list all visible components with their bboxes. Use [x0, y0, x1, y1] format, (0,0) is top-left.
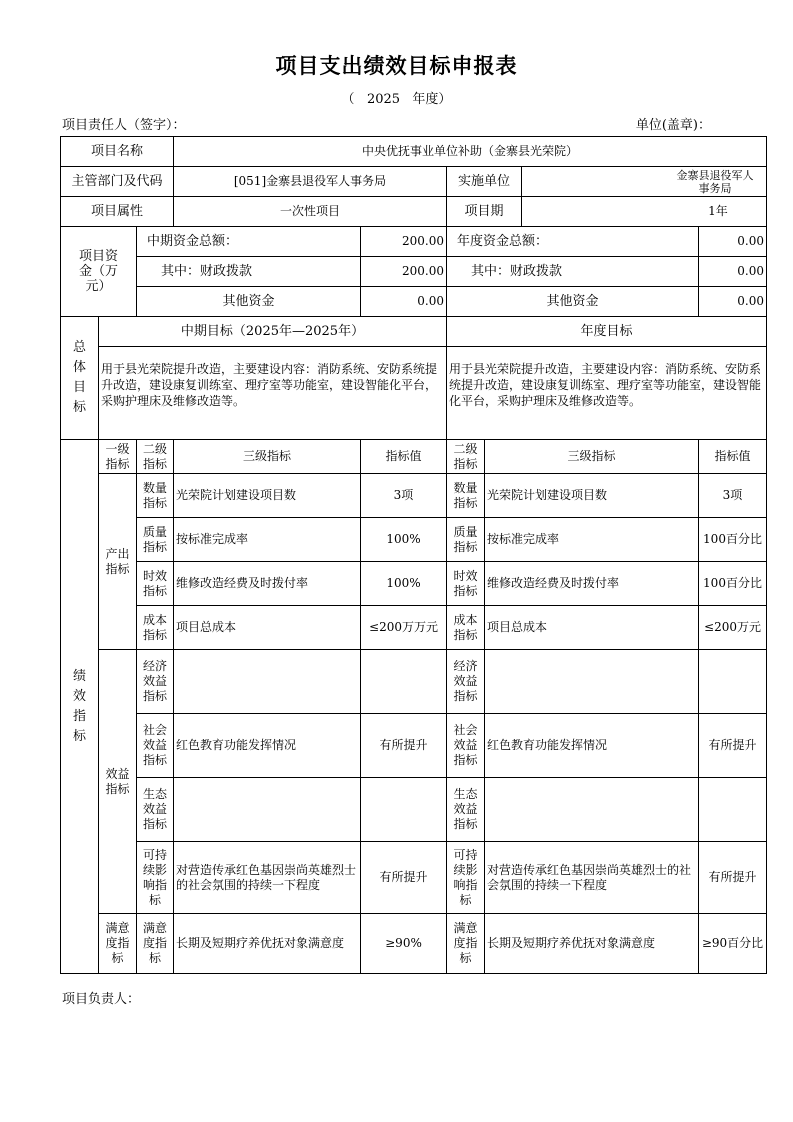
- unit-seal-label: 单位(盖章)：: [635, 118, 711, 133]
- output-indicator-label: 产出指标: [99, 474, 137, 650]
- impl-label: 实施单位: [447, 167, 522, 197]
- annual-other-label: 其他资金: [447, 287, 699, 317]
- dept-value: [051]金寨县退役军人事务局: [174, 167, 447, 197]
- mid-level2-cell: 经济效益指标: [137, 650, 174, 714]
- mid-level3-cell: 红色教育功能发挥情况: [174, 714, 361, 778]
- impl-value: 金寨县退役军人事务局: [522, 167, 767, 197]
- annual-value-cell: 3项: [699, 474, 767, 518]
- mid-fiscal-label: 其中：财政拨款: [137, 257, 361, 287]
- annual-fiscal-label: 其中：财政拨款: [447, 257, 699, 287]
- annual-level2-cell: 社会效益指标: [447, 714, 485, 778]
- annual-level2-cell: 生态效益指标: [447, 778, 485, 842]
- annual-level2-cell: 质量指标: [447, 518, 485, 562]
- mid-value-cell: [361, 778, 447, 842]
- funds-label: 项目资金（万元）: [61, 227, 137, 317]
- annual-goal-header: 年度目标: [447, 317, 767, 347]
- annual-value-cell: 有所提升: [699, 714, 767, 778]
- perf-indicator-label: 绩效指标: [61, 440, 99, 974]
- project-name-label: 项目名称: [61, 137, 174, 167]
- mid-other-label: 其他资金: [137, 287, 361, 317]
- annual-value-cell: [699, 650, 767, 714]
- level1-header: 一级指标: [99, 440, 137, 474]
- mid-level3-cell: 维修改造经费及时拨付率: [174, 562, 361, 606]
- mid-fiscal-value: 200.00: [361, 257, 447, 287]
- year-line: （ 2025 年度）: [341, 92, 452, 107]
- mid-level3-cell: 按标准完成率: [174, 518, 361, 562]
- annual-fiscal-value: 0.00: [699, 257, 767, 287]
- annual-level2-cell: 成本指标: [447, 606, 485, 650]
- mid-value-cell: 3项: [361, 474, 447, 518]
- mid-goal-text: 用于县光荣院提升改造，主要建设内容：消防系统、安防系统提升改造，建设康复训练室、理疗室等功能室，建设智能化平台，采购护理床及维修改造等。: [99, 347, 447, 440]
- mid-value-cell: [361, 650, 447, 714]
- annual-level3-cell: 维修改造经费及时拨付率: [485, 562, 699, 606]
- benefit-indicator-label: 效益指标: [99, 650, 137, 914]
- mid-total-value: 200.00: [361, 227, 447, 257]
- mid-level3-cell: 长期及短期疗养优抚对象满意度: [174, 914, 361, 974]
- mid-level3-cell: 对营造传承红色基因崇尚英雄烈士的社会氛围的持续一下程度: [174, 842, 361, 914]
- annual-level2-cell: 时效指标: [447, 562, 485, 606]
- annual-goal-text: 用于县光荣院提升改造，主要建设内容：消防系统、安防系统提升改造，建设康复训练室、理疗室等功能室，建设智能化平台，采购护理床及维修改造等。: [447, 347, 767, 440]
- mid-level3-cell: 项目总成本: [174, 606, 361, 650]
- annual-total-value: 0.00: [699, 227, 767, 257]
- annual-level3-cell: 长期及短期疗养优抚对象满意度: [485, 914, 699, 974]
- mid-value-cell: ≥90%: [361, 914, 447, 974]
- mid-level3-header: 三级指标: [174, 440, 361, 474]
- page-title: 项目支出绩效目标申报表: [275, 54, 518, 78]
- annual-level2-cell: 数量指标: [447, 474, 485, 518]
- annual-level3-cell: 按标准完成率: [485, 518, 699, 562]
- mid-level2-cell: 可持续影响指标: [137, 842, 174, 914]
- annual-total-label: 年度资金总额：: [447, 227, 699, 257]
- annual-level2-cell: 经济效益指标: [447, 650, 485, 714]
- mid-level3-cell: 光荣院计划建设项目数: [174, 474, 361, 518]
- annual-value-cell: 100百分比: [699, 562, 767, 606]
- mid-value-cell: 有所提升: [361, 714, 447, 778]
- project-attr-value: 一次性项目: [174, 197, 447, 227]
- mid-value-header: 指标值: [361, 440, 447, 474]
- annual-value-cell: 有所提升: [699, 842, 767, 914]
- mid-level3-cell: [174, 778, 361, 842]
- annual-other-value: 0.00: [699, 287, 767, 317]
- declaration-table: [60, 136, 767, 974]
- annual-value-cell: 100百分比: [699, 518, 767, 562]
- mid-value-cell: ≤200万万元: [361, 606, 447, 650]
- satisfaction-indicator-label: 满意度指标: [99, 914, 137, 974]
- mid-level3-cell: [174, 650, 361, 714]
- mid-level2-cell: 成本指标: [137, 606, 174, 650]
- mid-goal-header: 中期目标（2025年—2025年）: [99, 317, 447, 347]
- annual-level2-cell: 可持续影响指标: [447, 842, 485, 914]
- annual-level3-cell: 对营造传承红色基因崇尚英雄烈士的社会氛围的持续一下程度: [485, 842, 699, 914]
- mid-value-cell: 100%: [361, 518, 447, 562]
- mid-level2-header: 二级指标: [137, 440, 174, 474]
- annual-level3-cell: [485, 778, 699, 842]
- annual-value-cell: ≤200万元: [699, 606, 767, 650]
- annual-value-cell: ≥90百分比: [699, 914, 767, 974]
- period-value: 1年: [522, 197, 767, 227]
- project-name-value: 中央优抚事业单位补助（金寨县光荣院）: [174, 137, 767, 167]
- overall-goal-label: 总体目标: [61, 317, 99, 440]
- project-attr-label: 项目属性: [61, 197, 174, 227]
- mid-level2-cell: 质量指标: [137, 518, 174, 562]
- mid-value-cell: 100%: [361, 562, 447, 606]
- responsible-label: 项目责任人（签字）：: [62, 118, 186, 133]
- footer-responsible-label: 项目负责人：: [62, 992, 141, 1007]
- period-label: 项目期: [447, 197, 522, 227]
- annual-value-cell: [699, 778, 767, 842]
- mid-other-value: 0.00: [361, 287, 447, 317]
- annual-level3-cell: [485, 650, 699, 714]
- annual-value-header: 指标值: [699, 440, 767, 474]
- annual-level3-cell: 项目总成本: [485, 606, 699, 650]
- dept-label: 主管部门及代码: [61, 167, 174, 197]
- annual-level3-cell: 光荣院计划建设项目数: [485, 474, 699, 518]
- mid-level2-cell: 生态效益指标: [137, 778, 174, 842]
- annual-level3-cell: 红色教育功能发挥情况: [485, 714, 699, 778]
- annual-level3-header: 三级指标: [485, 440, 699, 474]
- mid-level2-cell: 社会效益指标: [137, 714, 174, 778]
- mid-level2-cell: 时效指标: [137, 562, 174, 606]
- annual-level2-cell: 满意度指标: [447, 914, 485, 974]
- annual-level2-header: 二级指标: [447, 440, 485, 474]
- mid-level2-cell: 满意度指标: [137, 914, 174, 974]
- mid-level2-cell: 数量指标: [137, 474, 174, 518]
- mid-value-cell: 有所提升: [361, 842, 447, 914]
- mid-total-label: 中期资金总额：: [137, 227, 361, 257]
